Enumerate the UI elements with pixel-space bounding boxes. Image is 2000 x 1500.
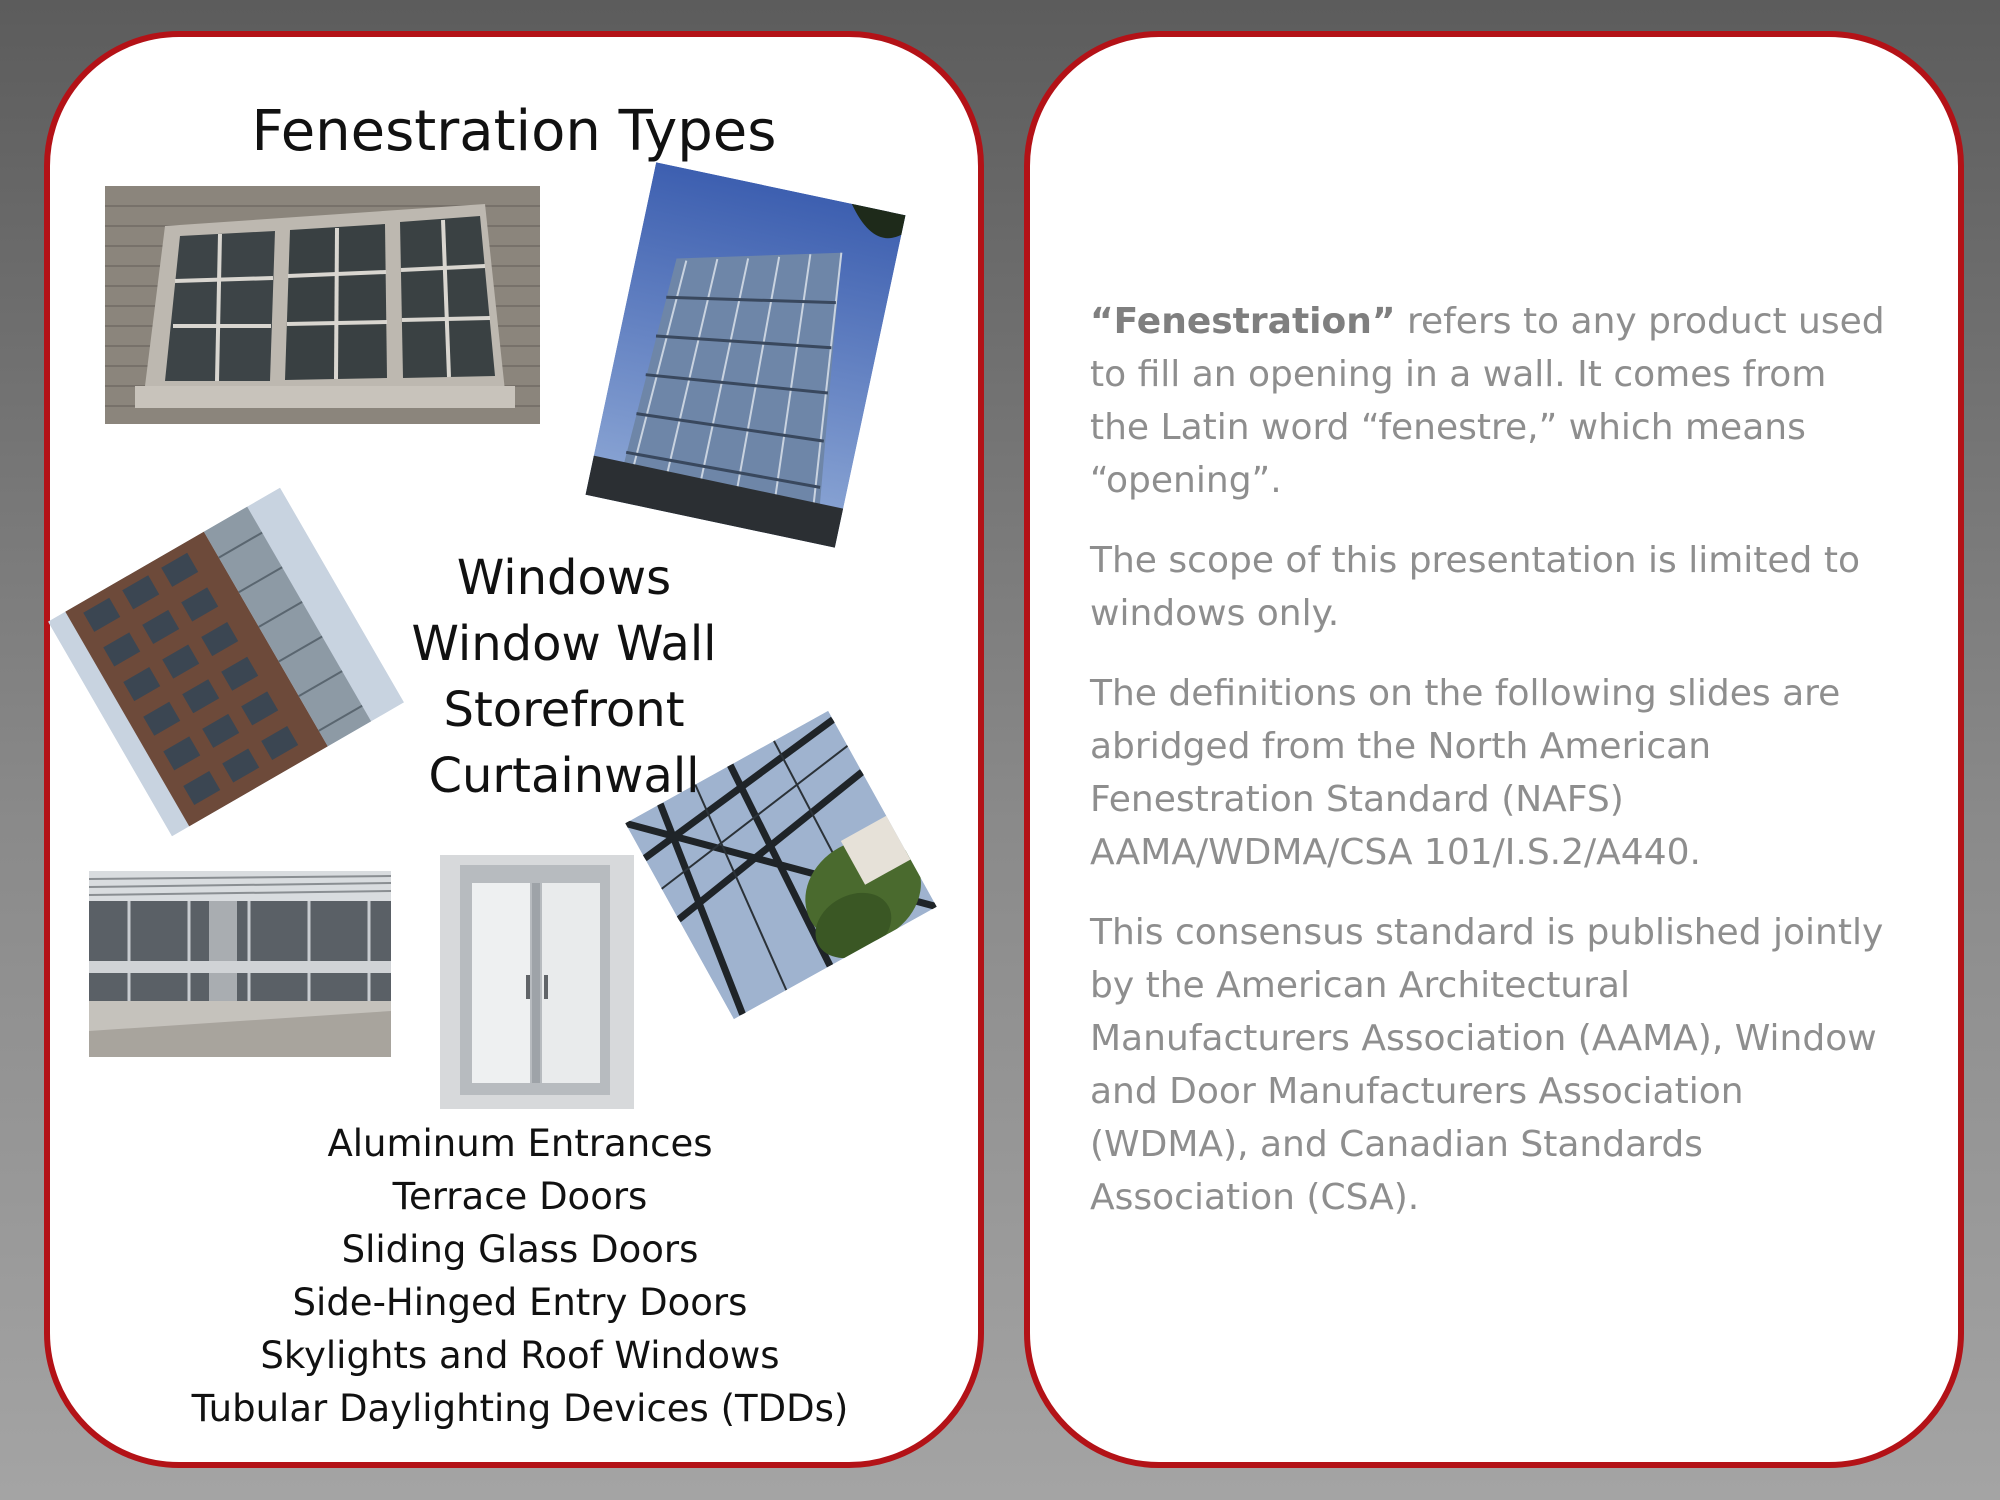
slide-title: Fenestration Types (251, 99, 777, 164)
list-item: Window Wall (411, 616, 717, 672)
term-highlight: “Fenestration” (1090, 301, 1396, 342)
left-panel (44, 31, 984, 1468)
fenestration-category-list (330, 545, 798, 809)
paragraph-text: The definitions on the following slides are abridged from the North American Fenestration Standard (NAFS) AAMA/WDMA/CSA 101/I.S.2/A440. (1090, 673, 1841, 873)
definition-text (1090, 295, 1890, 1251)
list-item: Terrace Doors (392, 1175, 648, 1218)
list-item: Skylights and Roof Windows (260, 1334, 780, 1377)
window-photo (105, 186, 540, 424)
paragraph-text: refers to any product used to fill an opening in a wall. It comes from the Latin word “fenestre,” which means “opening”. (1090, 301, 1885, 501)
right-panel (1024, 31, 1964, 1468)
paragraph (1090, 667, 1890, 879)
list-item: Sliding Glass Doors (341, 1228, 699, 1271)
glass-tower-photo (585, 162, 905, 548)
list-item: Tubular Daylighting Devices (TDDs) (191, 1387, 849, 1430)
paragraph (1090, 534, 1890, 640)
paragraph-text: This consensus standard is published jointly by the American Architectural Manufacturers Association (AAMA), Window and Door Manufacturers Association (WDMA), and Canadian Standards Association (CSA). (1090, 912, 1884, 1218)
list-item: Aluminum Entrances (327, 1122, 713, 1165)
paragraph (1090, 295, 1890, 507)
list-item: Side-Hinged Entry Doors (292, 1281, 748, 1324)
paragraph-text: The scope of this presentation is limited to windows only. (1090, 540, 1860, 634)
list-item: Windows (456, 550, 672, 606)
product-type-list (130, 1117, 910, 1435)
terrace-door-photo (440, 855, 634, 1109)
list-item: Curtainwall (428, 748, 700, 804)
paragraph (1090, 906, 1890, 1224)
list-item: Storefront (443, 682, 685, 738)
entrance-photo (89, 871, 391, 1057)
